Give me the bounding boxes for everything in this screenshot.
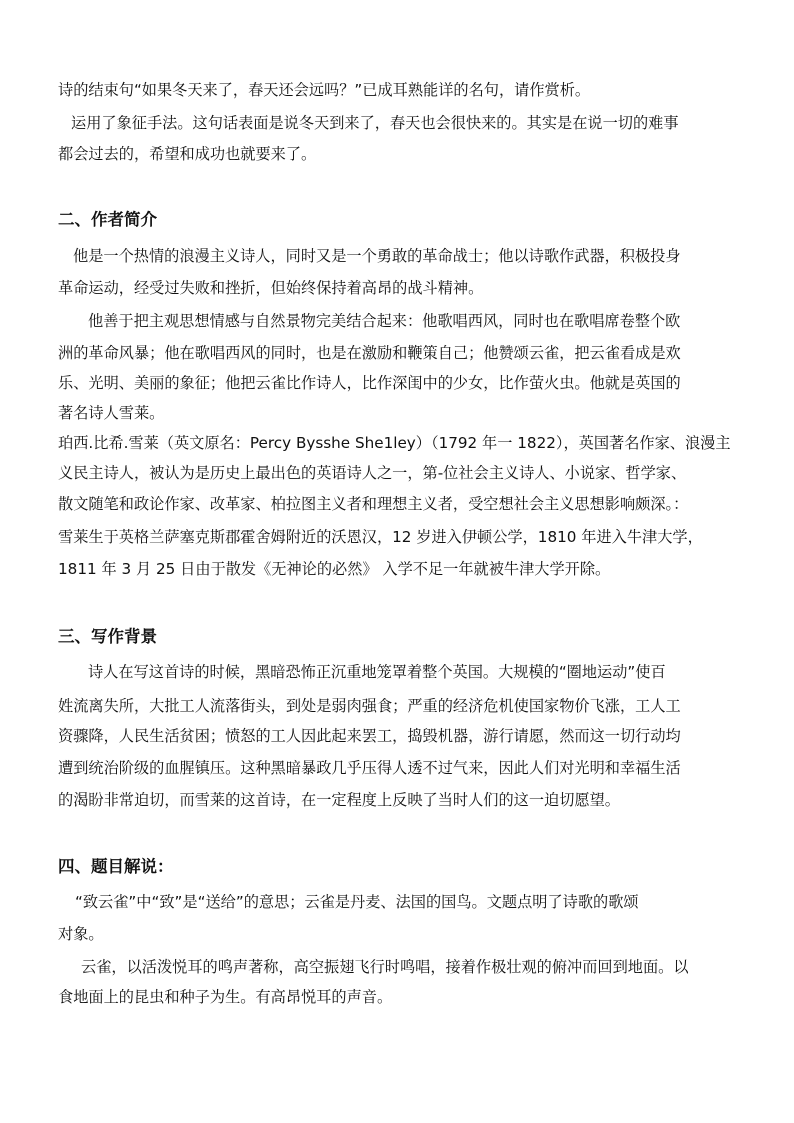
section-heading-author: 二、作者简介 <box>58 210 157 229</box>
paragraph-line: 雪莱生于英格兰萨塞克斯郡霍舍姆附近的沃恩汉，12 岁进入伊顿公学，1810 年进入牛津大学， <box>58 528 703 546</box>
intro-line-3: 都会过去的，希望和成功也就要来了。 <box>58 145 317 163</box>
paragraph-line: 乐、光明、美丽的象征；他把云雀比作诗人，比作深闺中的少女，比作萤火虫。他就是英国的 <box>58 374 681 392</box>
paragraph-line: 洲的革命风暴；他在歌唱西风的同时，也是在激励和鞭策自己；他赞颂云雀，把云雀看成是欢 <box>58 344 681 362</box>
paragraph-line: 革命运动，经受过失败和挫折，但始终保持着高昂的战斗精神。 <box>58 279 484 297</box>
paragraph-line: 珀西.比希.雪莱（英文原名：Percy Bysshe She1ley）（1792 年一 1822），英国著名作家、浪漫主 <box>58 434 731 452</box>
paragraph-line: 他善于把主观思想情感与自然景物完美结合起来：他歌唱西风，同时也在歌唱席卷整个欧 <box>88 312 681 330</box>
paragraph-line: 遭到统治阶级的血腥镇压。这种黑暗暴政几乎压得人透不过气来，因此人们对光明和幸福生活 <box>58 759 681 777</box>
paragraph-line: 1811 年 3 月 25 日由于散发《无神论的必然》 入学不足一年就被牛津大学开除。 <box>58 560 611 578</box>
paragraph-line: 姓流离失所，大批工人流落街头，到处是弱肉强食；严重的经济危机使国家物价飞涨，工人工 <box>58 697 681 715</box>
paragraph-line: “致云雀”中“致”是“送给”的意思；云雀是丹麦、法国的国鸟。文题点明了诗歌的歌颂 <box>75 893 639 911</box>
section-heading-background: 三、写作背景 <box>58 627 157 646</box>
intro-line-1: 诗的结束句“如果冬天来了，春天还会远吗？”已成耳熟能详的名句，请作赏析。 <box>58 81 591 99</box>
paragraph-line: 义民主诗人，被认为是历史上最出色的英语诗人之一，第-位社会主义诗人、小说家、哲学家、 <box>58 464 687 482</box>
section-heading-title-explanation: 四、题目解说： <box>58 857 174 876</box>
paragraph-line: 诗人在写这首诗的时候，黑暗恐怖正沉重地笼罩着整个英国。大规模的“圈地运动”使百 <box>88 663 666 681</box>
paragraph-line: 著名诗人雪莱。 <box>58 404 165 422</box>
intro-line-2: 运用了象征手法。这句话表面是说冬天到来了，春天也会很快来的。其实是在说一切的难事 <box>71 114 679 132</box>
paragraph-line: 散文随笔和政论作家、改革家、柏拉图主义者和理想主义者，受空想社会主义思想影响颇深。： <box>58 495 689 513</box>
paragraph-line: 他是一个热情的浪漫主义诗人，同时又是一个勇敢的革命战士；他以诗歌作武器，积极投身 <box>73 247 681 265</box>
paragraph-line: 食地面上的昆虫和种子为生。有高昂悦耳的声音。 <box>58 988 393 1006</box>
paragraph-line: 对象。 <box>58 925 104 943</box>
paragraph-line: 资骤降，人民生活贫困；愤怒的工人因此起来罢工，捣毁机器，游行请愿，然而这一切行动均 <box>58 727 681 745</box>
paragraph-line: 云雀，以活泼悦耳的鸣声著称，高空振翅飞行时鸣唱，接着作极壮观的俯冲而回到地面。以 <box>81 958 689 976</box>
paragraph-line: 的渴盼非常迫切，而雪莱的这首诗，在一定程度上反映了当时人们的这一迫切愿望。 <box>58 791 620 809</box>
